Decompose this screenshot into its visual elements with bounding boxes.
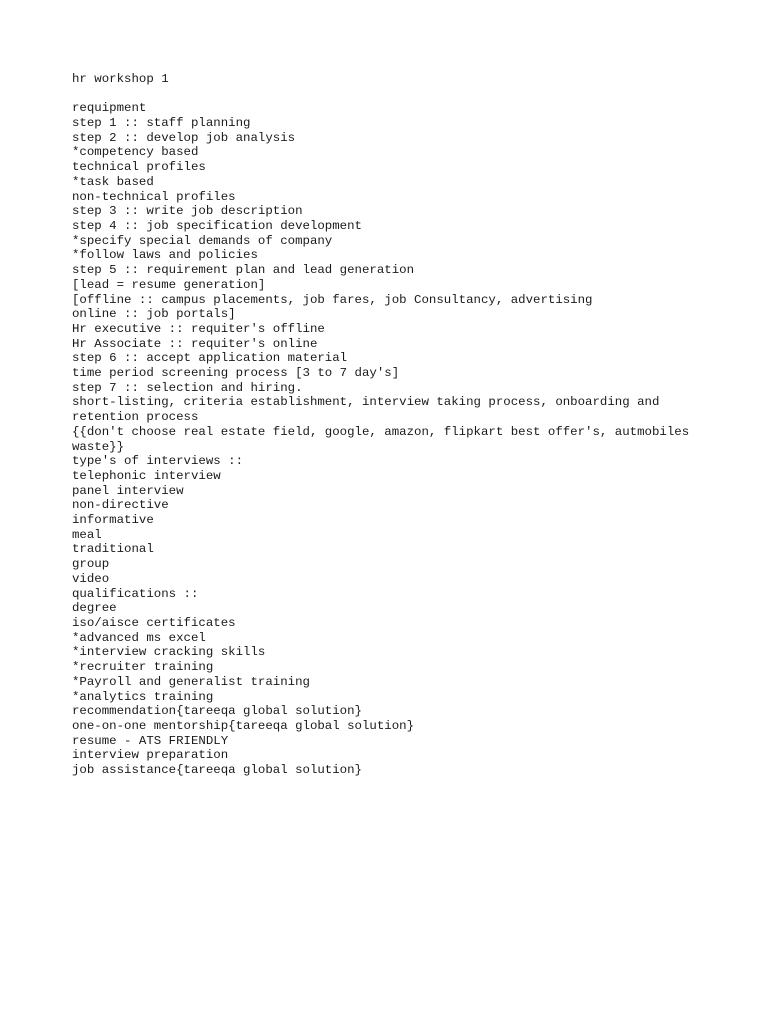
document-page	[72, 72, 712, 778]
text-line: step 7 :: selection and hiring.	[72, 380, 303, 395]
text-line: panel interview	[72, 483, 184, 498]
document-body	[72, 101, 712, 777]
document-title: hr workshop 1	[72, 72, 169, 86]
text-line: time period screening process [3 to 7 day's]	[72, 366, 400, 381]
text-line: Hr Associate :: requiter's online	[72, 336, 318, 351]
text-line: resume - ATS FRIENDLY	[72, 733, 229, 748]
text-line: informative	[72, 513, 154, 528]
text-line: qualifications ::	[72, 586, 199, 601]
text-line: waste}}	[72, 439, 125, 454]
text-line: traditional	[72, 542, 154, 557]
text-line: short-listing, criteria establishment, interview taking process, onboarding and	[72, 395, 660, 410]
text-line: retention process	[72, 410, 199, 425]
text-line: step 2 :: develop job analysis	[72, 130, 296, 145]
text-line: *Payroll and generalist training	[72, 674, 310, 689]
text-line: *analytics training	[72, 689, 214, 704]
text-line: *task based	[72, 174, 154, 189]
text-line: non-directive	[72, 498, 169, 513]
text-line: non-technical profiles	[72, 189, 236, 204]
text-line: meal	[72, 527, 102, 542]
text-line: step 6 :: accept application material	[72, 351, 348, 366]
text-line: [offline :: campus placements, job fares, job Consultancy, advertising	[72, 292, 593, 307]
text-line: one-on-one mentorship{tareeqa global solution}	[72, 718, 415, 733]
text-line: step 4 :: job specification development	[72, 219, 362, 233]
text-line: requipment	[72, 101, 147, 116]
text-line: video	[72, 571, 110, 586]
text-line: group	[72, 557, 110, 572]
text-line: *competency based	[72, 145, 199, 160]
text-line: {{don't choose real estate field, google, amazon, flipkart best offer's, autmobiles	[72, 424, 690, 439]
text-line: *specify special demands of company	[72, 233, 333, 248]
text-line: *recruiter training	[72, 660, 214, 675]
text-line: Hr executive :: requiter's offline	[72, 321, 325, 336]
text-line: *follow laws and policies	[72, 248, 258, 263]
text-line: [lead = resume generation]	[72, 277, 266, 292]
blank-line	[72, 87, 712, 102]
text-line: online :: job portals]	[72, 307, 236, 322]
text-line: *advanced ms excel	[72, 630, 206, 645]
text-line: technical profiles	[72, 160, 206, 175]
text-line: telephonic interview	[72, 468, 221, 483]
text-line: interview preparation	[72, 748, 229, 763]
text-line: step 1 :: staff planning	[72, 116, 251, 131]
text-line: job assistance{tareeqa global solution}	[72, 763, 362, 778]
text-line: *interview cracking skills	[72, 645, 266, 660]
text-line: type's of interviews ::	[72, 454, 244, 469]
text-line: recommendation{tareeqa global solution}	[72, 704, 362, 719]
text-line: step 5 :: requirement plan and lead generation	[72, 263, 415, 278]
text-line: degree	[72, 601, 117, 616]
text-line: iso/aisce certificates	[72, 615, 236, 630]
text-line: step 3 :: write job description	[72, 204, 303, 219]
